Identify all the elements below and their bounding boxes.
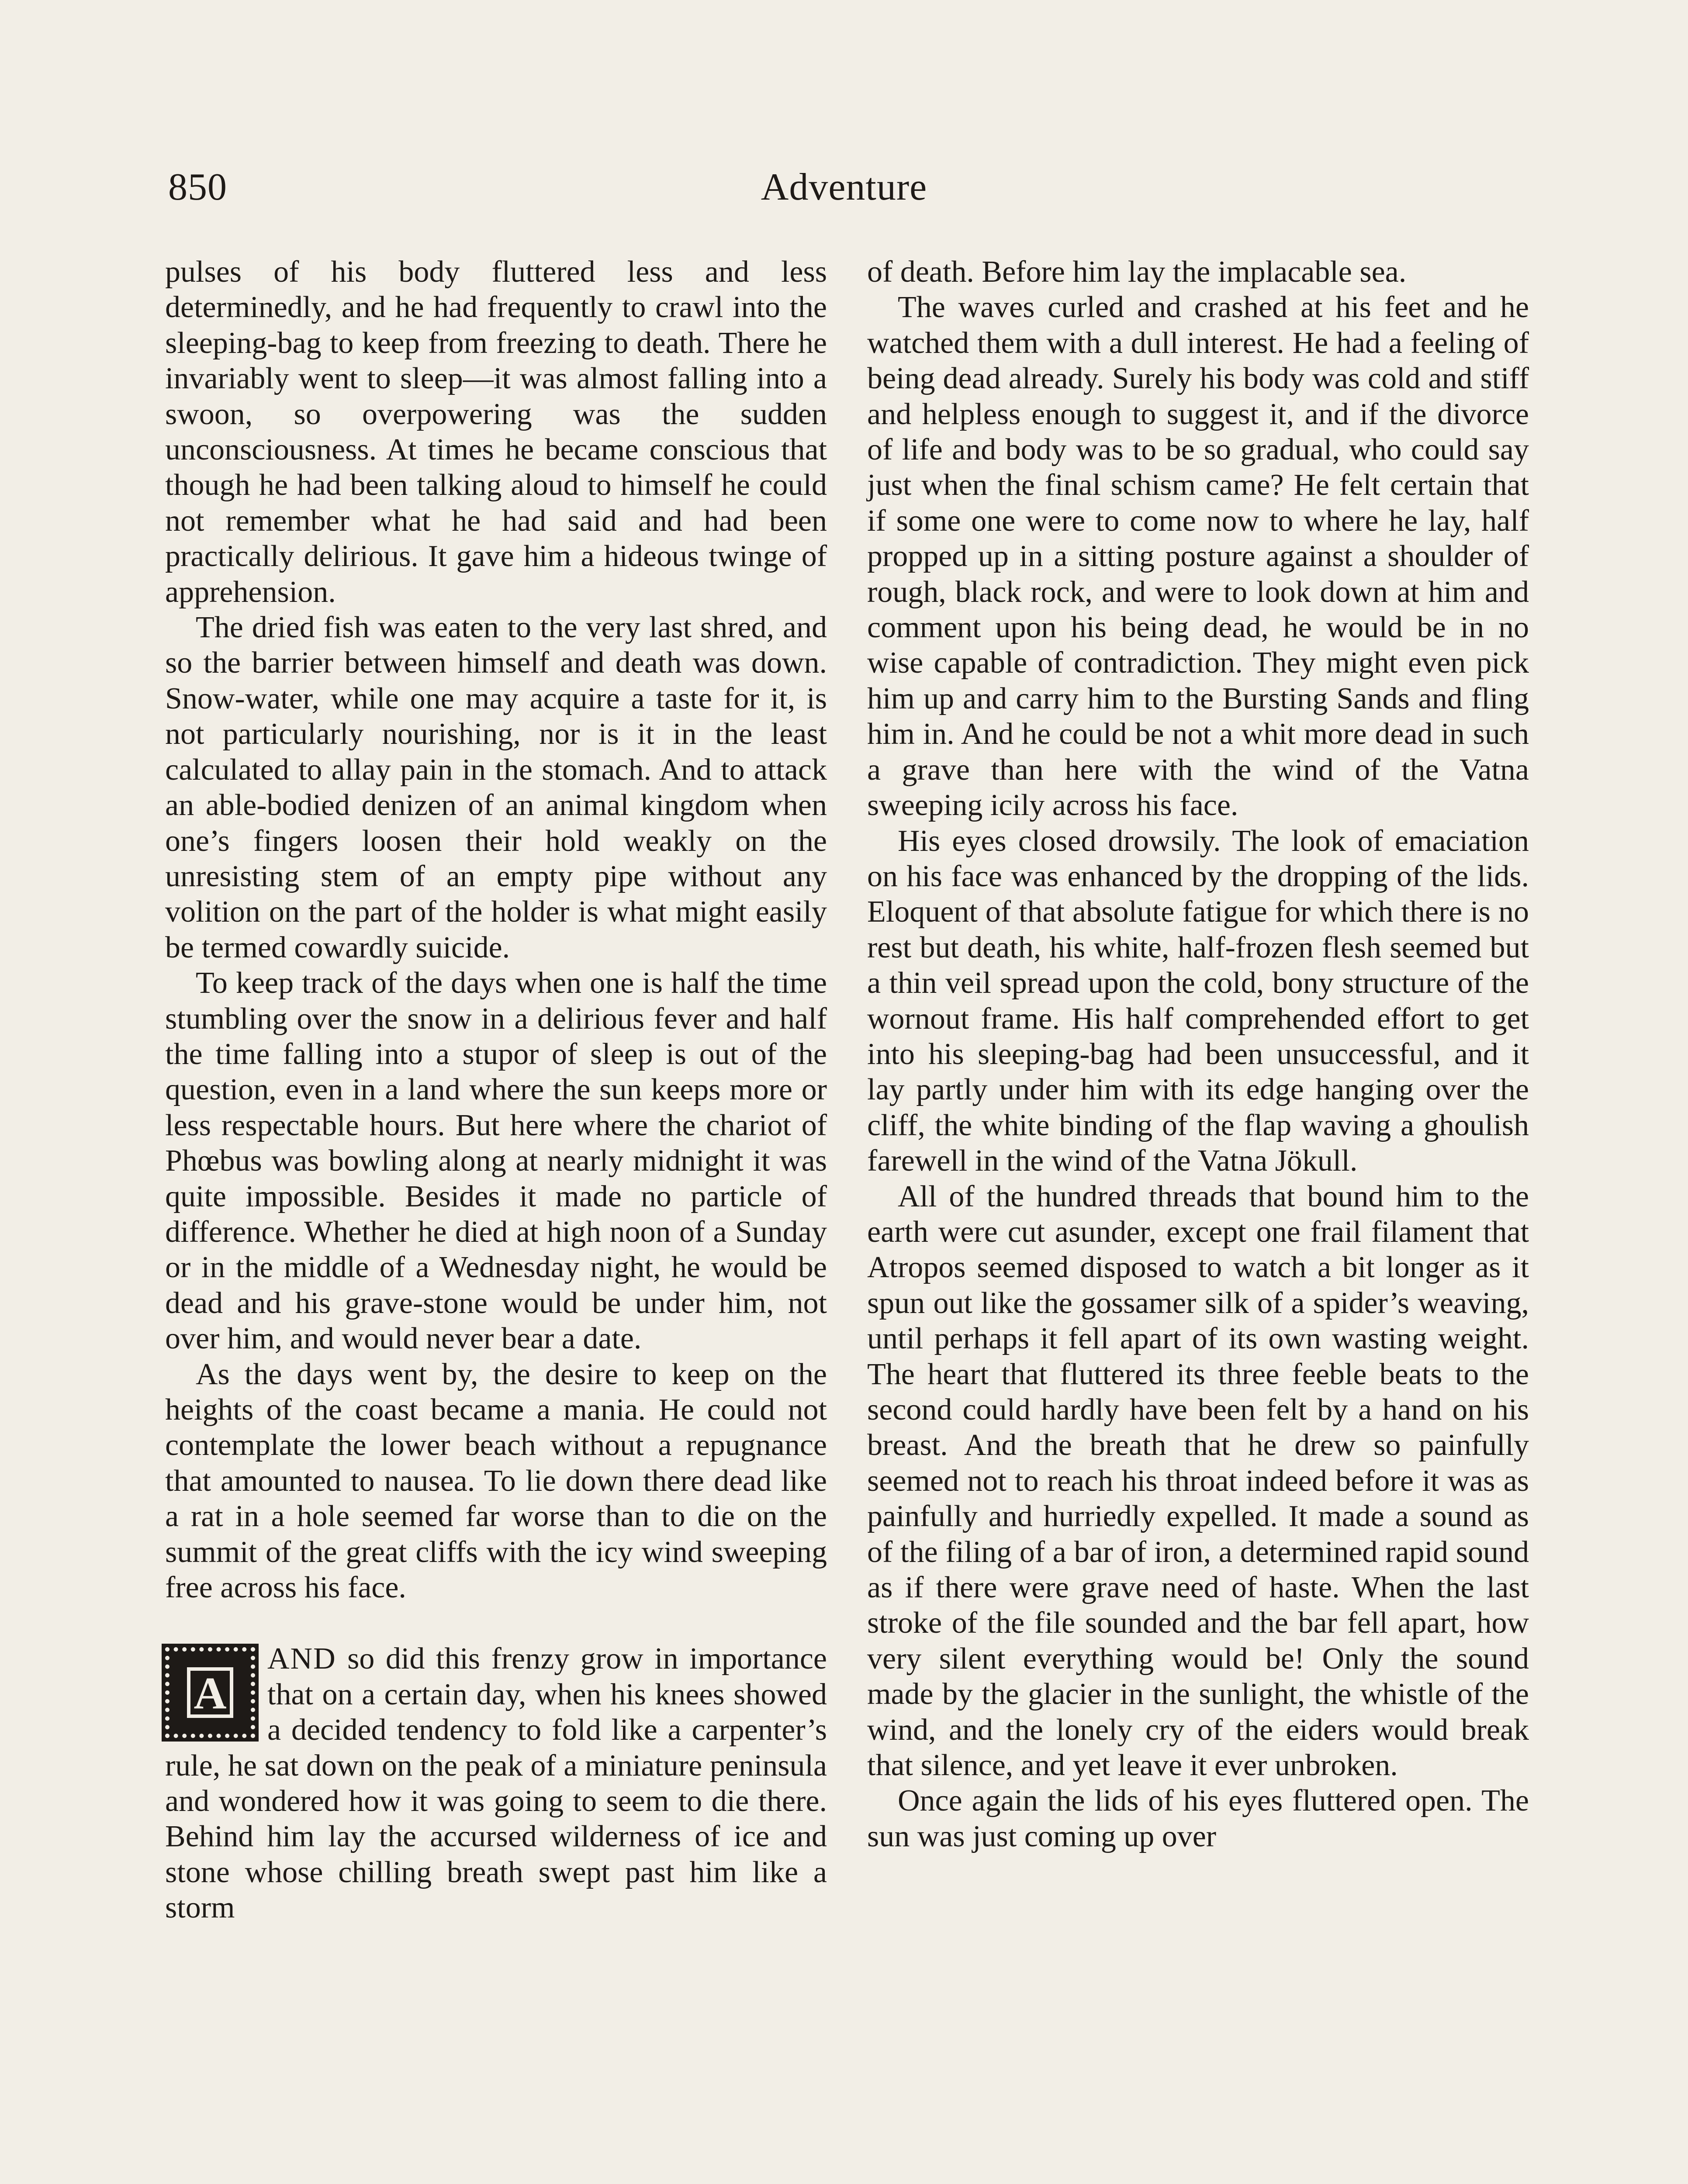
paragraph: The dried fish was eaten to the very last shred, and so the barrier between himself and death was down. Snow-water, while one may acquire a taste for it, is not particularly nourishing, nor is it in the least calculated to allay pain in the stomach. And to attack an able-bodied denizen of an animal kingdom when one’s fingers loosen their hold weakly on the unresisting stem of an empty pipe without any volition on the part of the holder is what might easily be termed cowardly suicide. (165, 611, 827, 964)
paragraph: The waves curled and crashed at his feet and he watched them with a dull interest. He had a feeling of being dead already. Surely his body was cold and stiff and helpless enough to suggest it, and if the divorce of life and body was to be so gradual, who could say just when the final schism came? He felt certain that if some one were to come now to where he lay, half propped up in a sitting posture against a shoulder of rough, black rock, and were to look down at him and comment upon his being dead, he would be in no wise capable of contradiction. They might even pick him up and carry him to the Bursting Sands and fling him in. And he could be not a whit more dead in such a grave than here with the wind of the Vatna sweeping icily across his face. (867, 290, 1529, 822)
paragraph: of death. Before him lay the implacable sea. (867, 255, 1407, 289)
paragraph: To keep track of the days when one is half the time stumbling over the snow in a delirious fever and half the time falling into a stupor of sleep is out of the question, even in a land where the sun keeps more or less respectable hours. But here where the chariot of Phœbus was bowling along at nearly midnight it was quite impossible. Besides it made no particle of difference. Whether he died at high noon of a Sunday or in the middle of a Wednesday night, he would be dead and his grave-stone would be under him, not over him, and would never bear a date. (165, 966, 827, 1356)
dropcap-letter: A (194, 1668, 227, 1719)
paragraph: As the days went by, the desire to keep on the heights of the coast became a mania. He could not contemplate the lower beach without a repugnance that amounted to nausea. To lie down there dead like a rat in a hole seemed far worse than to die on the summit of the great cliffs with the icy wind sweeping free across his face. (165, 1357, 827, 1605)
paragraph: Once again the lids of his eyes fluttered open. The sun was just coming up over (867, 1784, 1529, 1853)
paragraph: All of the hundred threads that bound him to the earth were cut asunder, except one frail filament that Atropos seemed disposed to watch a bit longer as it spun out like the gossamer silk of a spider’s weaving, until perhaps it fell apart of its own wasting weight. The heart that fluttered its three feeble beats to the second could hardly have been felt by a hand on his breast. And the breath that he drew so painfully seemed not to reach his throat indeed before it was as painfully and hurriedly expelled. It made a sound as of the filing of a bar of iron, a determined rapid sound as if there were grave need of haste. When the last stroke of the file sounded and the bar fell apart, how very silent everything would be! Only the sound made by the glacier in the sunlight, the whistle of the wind, and the lonely cry of the eiders would break that silence, and yet leave it ever unbroken. (867, 1179, 1529, 1783)
right-column (867, 254, 1529, 1854)
left-column (165, 254, 827, 1926)
paragraph: pulses of his body fluttered less and less determinedly, and he had frequently to crawl into the sleeping-bag to keep from freezing to death. There he invariably went to sleep—it was almost falling into a swoon, so overpowering was the sudden unconsciousness. At times he became conscious that though he had been talking aloud to himself he could not remember what he had said and had been practically delirious. It gave him a hideous twinge of apprehension. (165, 255, 827, 609)
dropcap-lead-word: AND (267, 1642, 336, 1676)
page-number: 850 (168, 166, 227, 208)
dropcap-paragraph-text: so did this frenzy grow in importance that on a certain day, when his knees showed a decided tendency to fold like a carpenter’s rule, he sat down on the peak of a miniature peninsula and wondered how it was going to seem to die there. Behind him lay the accursed wilderness of ice and stone whose chilling breath swept past him like a storm (165, 1642, 827, 1925)
running-head: Adventure (761, 166, 927, 208)
paragraph: His eyes closed drowsily. The look of emaciation on his face was enhanced by the dropping of the lids. Eloquent of that absolute fatigue for which there is no rest but death, his white, half-frozen flesh seemed but a thin veil spread upon the cold, bony structure of the wornout frame. His half comprehended effort to get into his sleeping-bag had been unsuccessful, and it lay partly under him with its edge hanging over the cliff, the white binding of the flap waving a ghoulish farewell in the wind of the Vatna Jökull. (867, 824, 1529, 1178)
dropcap-paragraph (165, 1641, 827, 1925)
ornamental-dropcap (165, 1647, 255, 1738)
